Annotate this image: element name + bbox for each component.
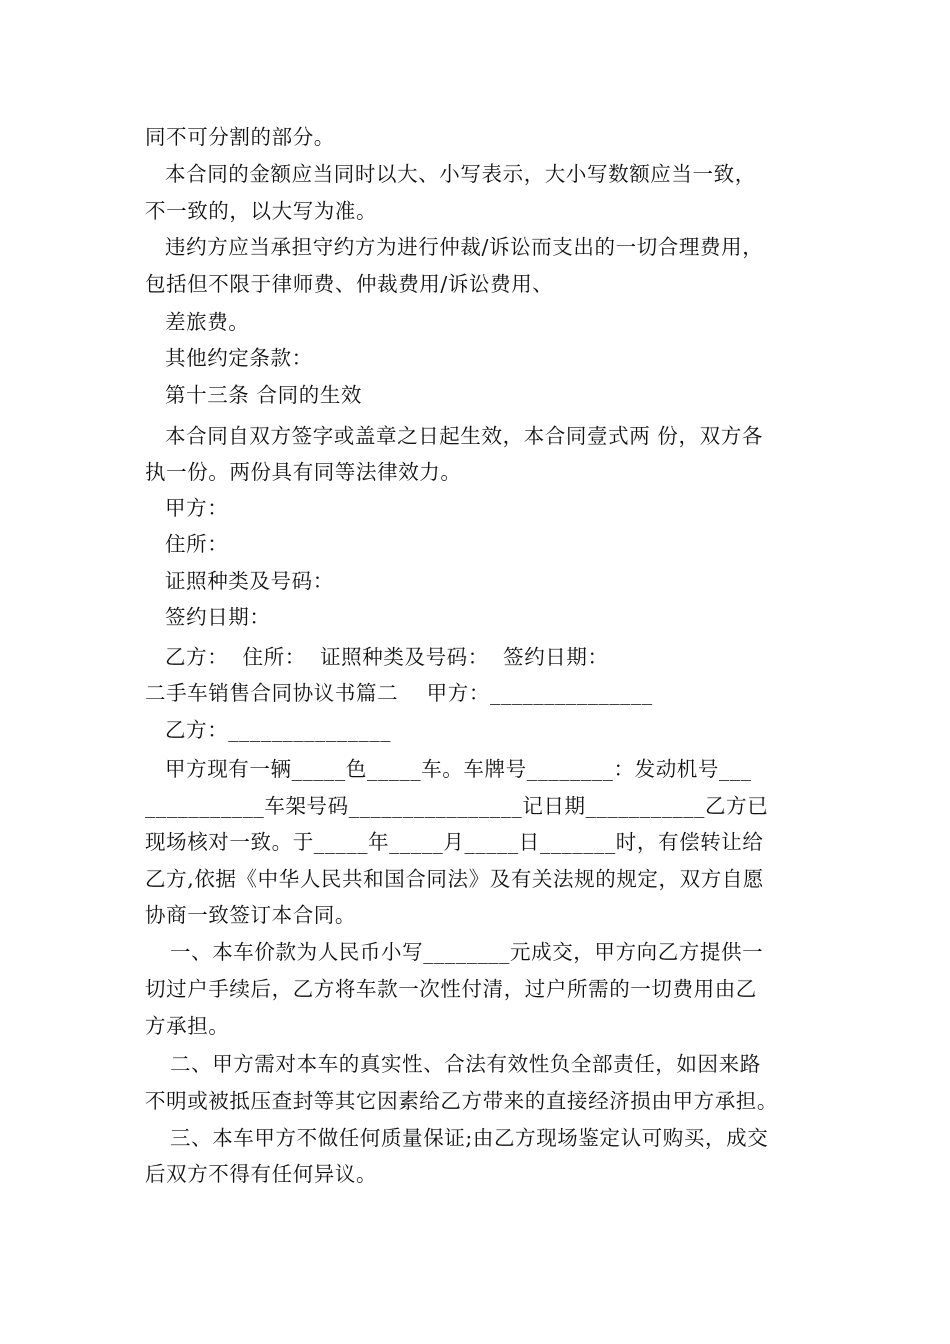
text-line: ___________车架号码________________记日期___________乙方已 [145, 794, 769, 818]
party-a-label: 甲方： [165, 496, 229, 520]
text-line: 方承担。 [145, 1014, 230, 1038]
text-line: 包括但不限于律师费、仲裁费用/诉讼费用、 [145, 272, 554, 296]
party-b-label: 乙方：_______________ [165, 718, 392, 742]
section-heading: 第十三条 合同的生效 [165, 383, 363, 407]
text-line: 甲方现有一辆_____色_____车。车牌号________：发动机号___ [165, 757, 752, 781]
text-line: 现场核对一致。于_____年_____月_____日_______时，有偿转让给 [145, 830, 764, 854]
clause-1: 一、本车价款为人民币小写________元成交，甲方向乙方提供一 [170, 940, 764, 964]
text-line: 切过户手续后，乙方将车款一次性付清，过户所需的一切费用由乙 [145, 977, 757, 1001]
id-type-label: 证照种类及号码： [165, 569, 334, 593]
text-line: 差旅费。 [165, 310, 250, 334]
text-line: 执一份。两份具有同等法律效力。 [145, 460, 462, 484]
text-line: 乙方,依据《中华人民共和国合同法》及有关法规的规定，双方自愿 [145, 867, 765, 891]
text-line: 本合同的金额应当同时以大、小写表示，大小写数额应当一致， [165, 162, 756, 186]
text-line: 其他约定条款： [165, 346, 313, 370]
clause-2: 二、甲方需对本车的真实性、合法有效性负全部责任，如因来路 [170, 1052, 761, 1076]
text-line: 不明或被抵压查封等其它因素给乙方带来的直接经济损由甲方承担。 [145, 1089, 778, 1113]
party-b-info-line: 乙方： 住所： 证照种类及号码： 签约日期： [165, 645, 609, 669]
text-line: 违约方应当承担守约方为进行仲裁/诉讼而支出的一切合理费用， [165, 235, 764, 259]
text-line: 同不可分割的部分。 [145, 125, 335, 149]
text-line: 不一致的，以大写为准。 [145, 199, 378, 223]
address-label: 住所： [165, 532, 229, 556]
text-line: 后双方不得有任何异议。 [145, 1162, 378, 1186]
text-line: 本合同自双方签字或盖章之日起生效，本合同壹式两 份，双方各 [165, 424, 763, 448]
clause-3: 三、本车甲方不做任何质量保证;由乙方现场鉴定认可购买，成交 [170, 1126, 769, 1150]
text-line: 协商一致签订本合同。 [145, 903, 356, 927]
document-title-line: 二手车销售合同协议书篇二 甲方：_______________ [145, 681, 653, 705]
sign-date-label: 签约日期： [165, 605, 271, 629]
